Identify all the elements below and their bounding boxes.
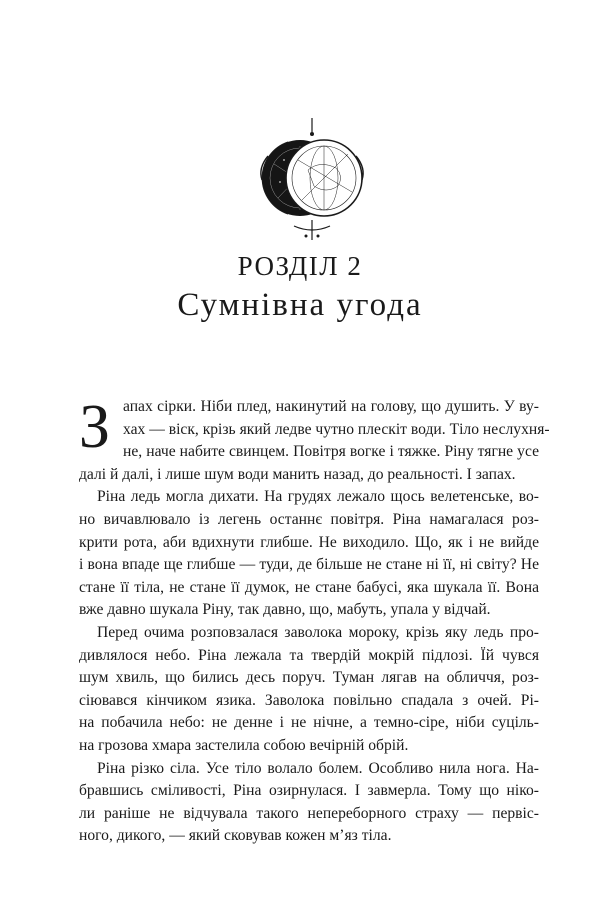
text-line: шум хвиль, що бились десь поруч. Туман лягав на обличчя, роз-: [79, 669, 539, 687]
text-line: хах — віск, крізь який ледве чутно плескіт води. Тіло неслухня-: [123, 420, 550, 438]
text-line: не, наче набите свинцем. Повітря вогке і тяжке. Ріну тягне усе: [123, 443, 539, 461]
drop-cap: З: [79, 393, 111, 461]
text-line: на побачила небо: не денне і не нічне, а темно-сіре, ніби суціль-: [79, 714, 539, 732]
text-line: і вона впаде ще глибше — туди, де більше не стане ні її, ні світу? Не: [79, 556, 539, 574]
paragraph-2: [79, 486, 539, 622]
paragraph-4: [79, 758, 539, 848]
text-line: Ріна різко сіла. Усе тіло волало болем. Особливо нила нога. На-: [97, 759, 539, 777]
text-line: Ріна ледь могла дихати. На грудях лежало щось велетенське, во-: [97, 488, 539, 506]
text-line: дивлялося небо. Ріна лежала та твердій мокрій підлозі. Їй чувся: [79, 646, 539, 664]
text-line: далі й далі, і лише шум води манить назад, до реальності. І запах.: [79, 465, 516, 483]
paragraph-1: [79, 393, 550, 486]
chapter-emblem-icon: [254, 116, 370, 244]
text-line: бравшись сміливості, Ріна озирнулася. І завмерла. Тому що ніко-: [79, 782, 539, 800]
text-line: стане її тіла, не стане її думок, не стане бабусі, яка шукала її. Вона: [79, 578, 539, 596]
chapter-body: [79, 393, 550, 848]
text-line: крити рота, аби вдихнути глибше. Не виходило. Що, як і не вийде: [79, 533, 539, 551]
chapter-number: РОЗДІЛ 2: [237, 251, 363, 281]
text-line: апах сірки. Ніби плед, накинутий на голову, що душить. У ву-: [123, 398, 539, 415]
paragraph-3: [79, 622, 539, 758]
text-line: сіювався кінчиком язика. Заволока повільно спадала з очей. Рі-: [79, 691, 539, 709]
text-line: ли раніше не відчувала такого непереборного страху — первіс-: [79, 804, 539, 822]
text-line: ного, дикого, — який сковував кожен м’яз тіла.: [79, 827, 392, 845]
chapter-title: Сумнівна угода: [177, 287, 423, 323]
text-line: но вичавлювало із легень останнє повітря. Ріна намагалася роз-: [79, 510, 539, 528]
text-line: на грозова хмара застелила собою вечірній обрій.: [79, 736, 409, 754]
text-line: вже давно шукала Ріну, так давно, що, мабуть, упала у відчай.: [79, 601, 491, 619]
text-line: Перед очима розповзалася заволока мороку, крізь яку ледь про-: [97, 623, 539, 641]
